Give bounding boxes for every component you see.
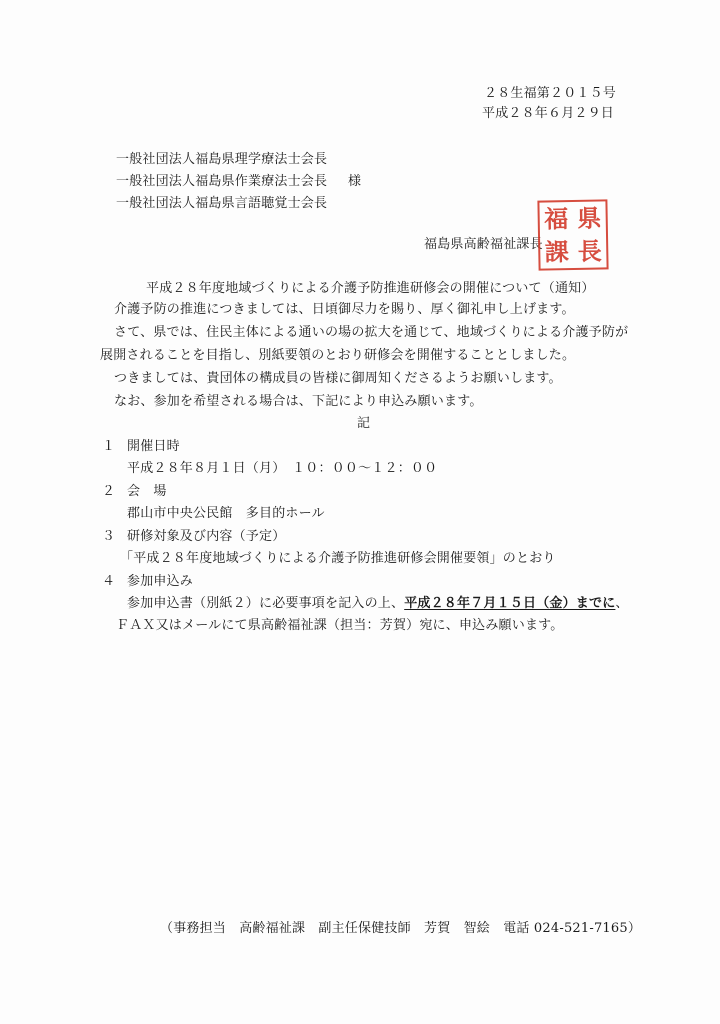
subject-line: 平成２８年度地域づくりによる介護予防推進研修会の開催について（通知） <box>146 281 595 296</box>
item-4-detail-line-2: ＦＡＸ又はメールにて県高齢福祉課（担当：芳賀）宛に、申込み願います。 <box>116 618 564 633</box>
body-paragraph-3: つきましては、貴団体の構成員の皆様に御周知くださるようお願いします。 <box>114 371 562 386</box>
official-seal <box>537 199 608 270</box>
item-3-number: ３ <box>102 529 116 544</box>
item-3-title: 研修対象及び内容（予定） <box>127 529 286 544</box>
body-paragraph-1: 介護予防の推進につきましては、日頃御尽力を賜り、厚く御礼申し上げます。 <box>114 302 575 317</box>
item-4-number: ４ <box>102 574 116 589</box>
recipient-line-2: 一般社団法人福島県作業療法士会長 <box>116 174 328 189</box>
body-paragraph-2b: 展開されることを目指し、別紙要領のとおり研修会を開催することとしました。 <box>100 348 576 363</box>
item-2-detail: 郡山市中央公民館 多目的ホール <box>127 506 325 521</box>
seal-char: 長 <box>577 236 603 266</box>
body-paragraph-2a: さて、県では、住民主体による通いの場の拡大を通じて、地域づくりによる介護予防が <box>114 325 629 340</box>
recipient-honorific: 様 <box>348 174 362 189</box>
seal-char: 県 <box>576 203 602 233</box>
seal-char: 課 <box>544 236 570 266</box>
item-2-number: ２ <box>102 484 116 499</box>
item-1-title: 開催日時 <box>127 439 180 454</box>
item-4-detail-line-1 <box>127 596 629 612</box>
sender-name: 福島県高齢福祉課長 <box>424 237 543 252</box>
contact-footer: （事務担当 高齢福祉課 副主任保健技師 芳賀 智絵 電話 024-521-7165） <box>160 921 642 936</box>
item-3-detail: 「平成２８年度地域づくりによる介護予防推進研修会開催要領」のとおり <box>120 551 556 566</box>
body-paragraph-4: なお、参加を希望される場合は、下記により申込み願います。 <box>114 394 483 409</box>
item-4-title: 参加申込み <box>127 574 194 589</box>
item-1-detail: 平成２８年８月１日（月） １０：００～１２：００ <box>127 461 438 476</box>
item-4-detail-text: 参加申込書（別紙２）に必要事項を記入の上、 <box>127 596 405 611</box>
recipient-line-3: 一般社団法人福島県言語聴覚士会長 <box>116 196 328 211</box>
doc-date: 平成２８年６月２９日 <box>482 106 615 121</box>
item-2-title: 会 場 <box>127 484 167 499</box>
item-1-number: １ <box>102 439 116 454</box>
seal-char: 福 <box>543 203 569 233</box>
item-4-detail-comma: 、 <box>615 596 629 611</box>
application-deadline: 平成２８年７月１５日（金）までに <box>404 596 616 611</box>
doc-number: ２８生福第２０１５号 <box>484 86 617 101</box>
ki-heading: 記 <box>357 416 371 431</box>
recipient-line-1: 一般社団法人福島県理学療法士会長 <box>116 152 328 167</box>
